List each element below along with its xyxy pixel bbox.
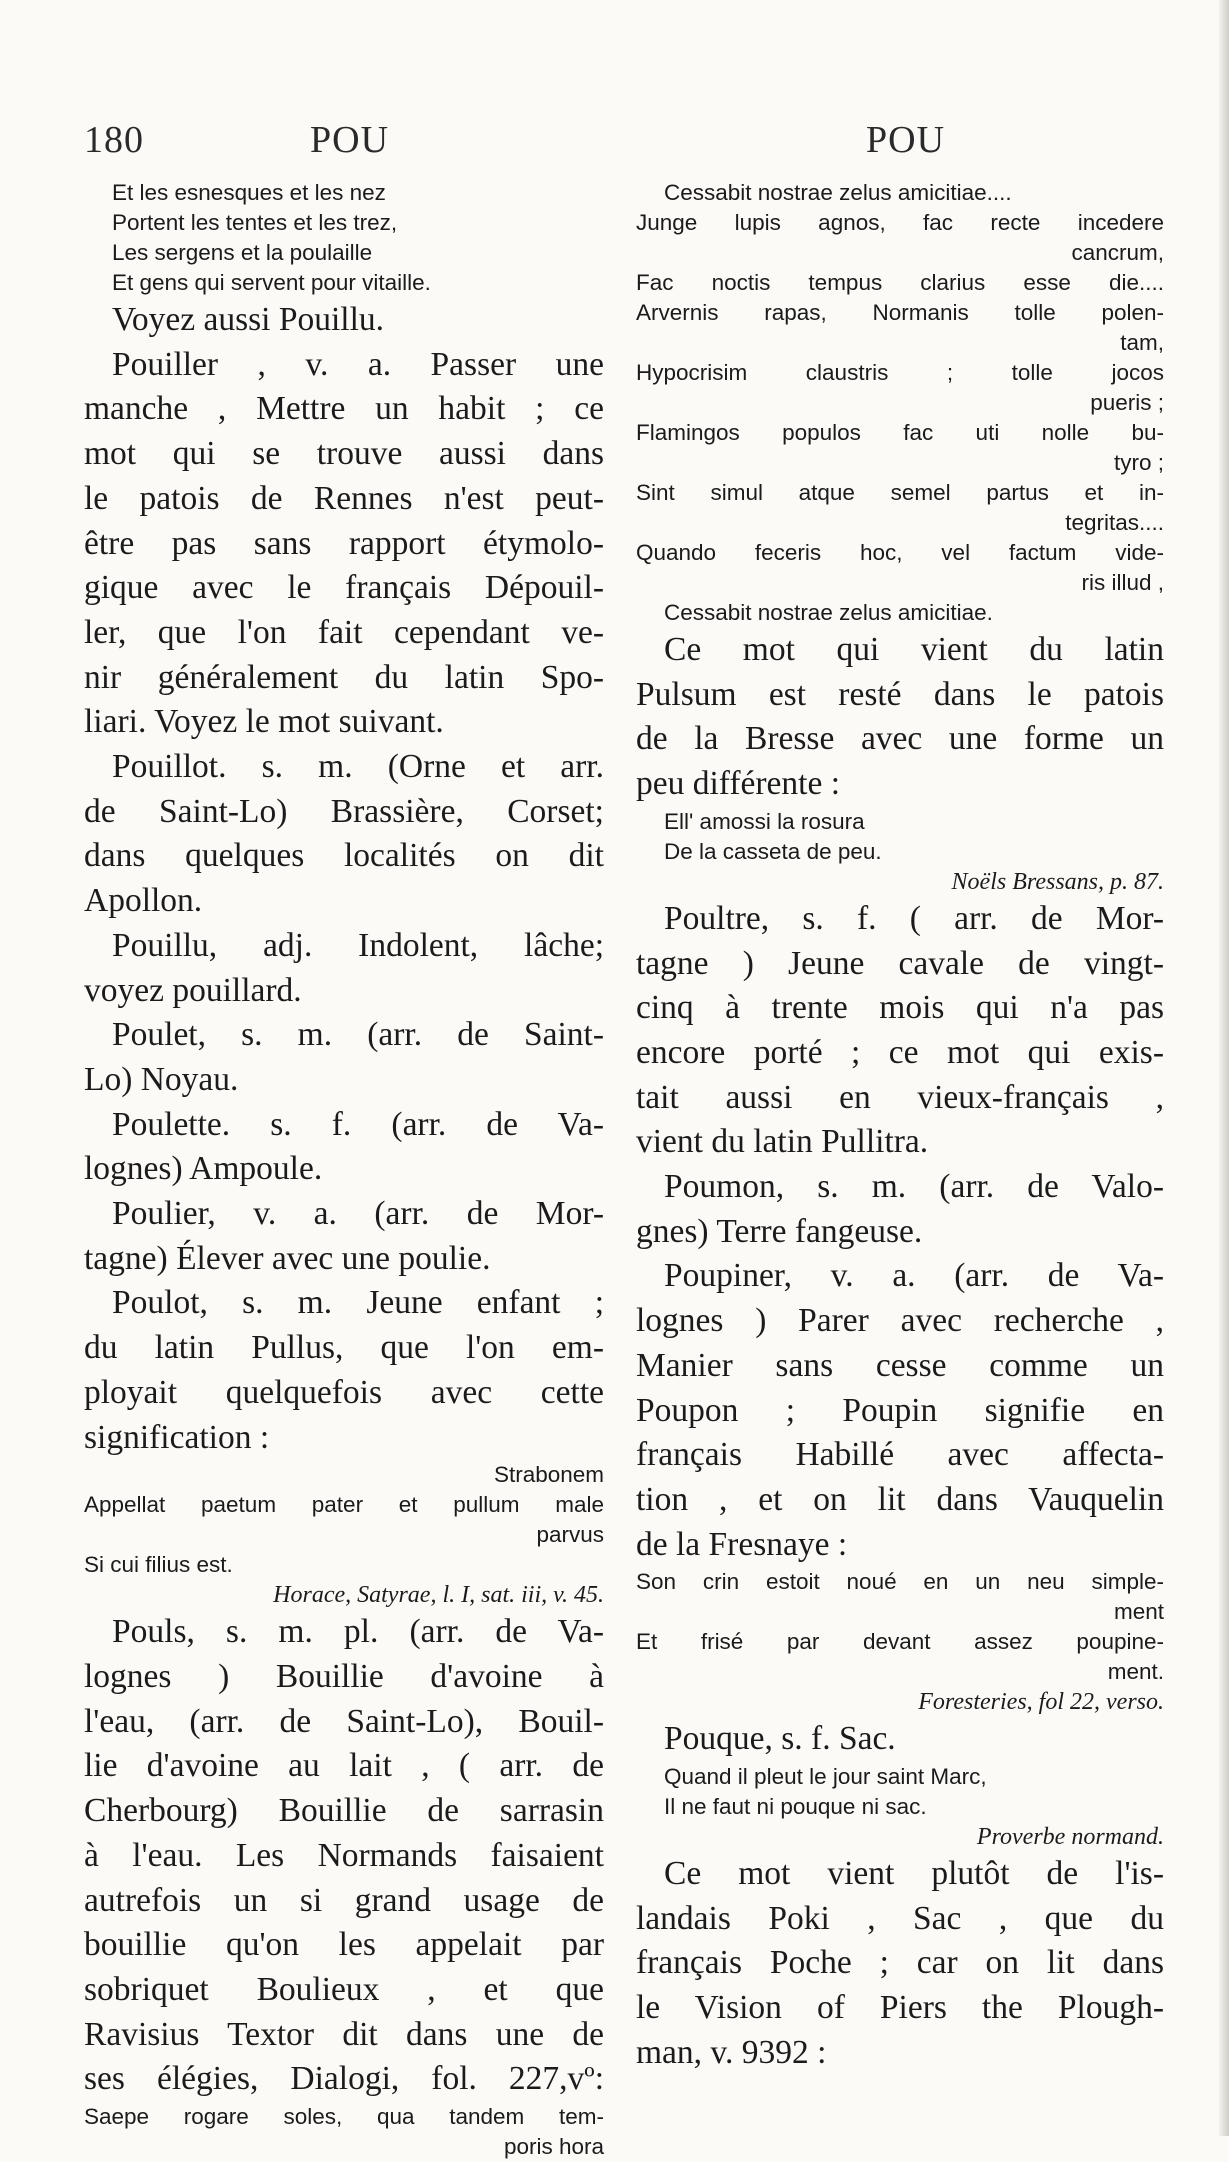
- text-line: mot qui se trouve aussi dans: [84, 435, 604, 473]
- quotation-line: Appellat paetum pater et pullum male: [84, 1492, 604, 1518]
- text-line: voyez pouillard.: [84, 971, 302, 1009]
- quotation-line: Junge lupis agnos, fac recte incedere: [636, 210, 1164, 235]
- quotation-line: tyro ;: [1113, 450, 1164, 475]
- text-line: Pouillu, adj. Indolent, lâche;: [112, 926, 604, 964]
- text-line: manche , Mettre un habit ; ce: [84, 390, 604, 428]
- quotation-line: Il ne faut ni pouque ni sac.: [664, 1794, 927, 1820]
- quotation-line: Son crin estoit noué en un neu simple-: [636, 1569, 1164, 1595]
- text-line: Poulier, v. a. (arr. de Mor-: [112, 1195, 604, 1233]
- text-line: lognes ) Parer avec recherche ,: [636, 1302, 1164, 1340]
- text-line: tion , et on lit dans Vauquelin: [636, 1480, 1164, 1518]
- text-line: autrefois un si grand usage de: [84, 1881, 604, 1919]
- quotation-line: ment.: [1107, 1659, 1164, 1685]
- text-line: de la Fresnaye :: [636, 1525, 848, 1563]
- text-line: Ce mot vient plutôt de l'is-: [664, 1855, 1164, 1893]
- quotation-line: Quand il pleut le jour saint Marc,: [664, 1764, 987, 1790]
- quotation-line: cancrum,: [1071, 240, 1164, 265]
- quotation-line: Flamingos populos fac uti nolle bu-: [636, 420, 1164, 445]
- quotation-line: parvus: [536, 1522, 604, 1548]
- text-line: l'eau, (arr. de Saint-Lo), Bouil-: [84, 1702, 604, 1740]
- text-line: Manier sans cesse comme un: [636, 1346, 1164, 1384]
- text-line: Pouque, s. f. Sac.: [664, 1720, 896, 1758]
- quotation-line: Quando feceris hoc, vel factum vide-: [636, 540, 1164, 565]
- text-line: ses élégies, Dialogi, fol. 227,vº:: [84, 2060, 604, 2098]
- text-line: Poupon ; Poupin signifie en: [636, 1391, 1164, 1429]
- quotation-line: pueris ;: [1090, 390, 1164, 415]
- text-line: être pas sans rapport étymolo-: [84, 524, 604, 562]
- quotation-line: tegritas....: [1065, 510, 1164, 535]
- text-line: landais Poki , Sac , que du: [636, 1899, 1164, 1937]
- text-line: lognes) Ampoule.: [84, 1150, 323, 1188]
- left-column: [84, 178, 604, 2162]
- text-line: français Poche ; car on lit dans: [636, 1944, 1164, 1982]
- text-line: sobriquet Boulieux , et que: [84, 1970, 604, 2008]
- quotation-line: Proverbe normand.: [976, 1824, 1164, 1851]
- right-column: [636, 178, 1164, 2076]
- text-line: Apollon.: [84, 882, 203, 920]
- text-line: Pulsum est resté dans le patois: [636, 675, 1164, 713]
- quotation-line: Sint simul atque semel partus et in-: [636, 480, 1164, 505]
- quotation-line: Strabonem: [493, 1462, 604, 1488]
- quotation-line: Et gens qui servent pour vitaille.: [112, 270, 431, 295]
- quotation-line: Fac noctis tempus clarius esse die....: [636, 270, 1164, 295]
- quotation-line: De la casseta de peu.: [664, 838, 882, 864]
- quotation-line: ment: [1113, 1599, 1164, 1625]
- text-line: le patois de Rennes n'est peut-: [84, 479, 604, 517]
- text-line: Cherbourg) Bouillie de sarrasin: [84, 1792, 604, 1830]
- text-line: lie d'avoine au lait , ( arr. de: [84, 1747, 604, 1785]
- page-edge: [1219, 0, 1229, 2136]
- quotation-line: Les sergens et la poulaille: [112, 240, 373, 265]
- text-line: Pouillot. s. m. (Orne et arr.: [112, 748, 604, 786]
- quotation-line: Arvernis rapas, Normanis tolle polen-: [636, 300, 1164, 325]
- text-line: de la Bresse avec une forme un: [636, 720, 1164, 758]
- text-line: gnes) Terre fangeuse.: [636, 1212, 923, 1250]
- text-line: Ravisius Textor dit dans une de: [84, 2015, 604, 2053]
- quotation-line: Et les esnesques et les nez: [112, 180, 386, 205]
- text-line: Poumon, s. m. (arr. de Valo-: [664, 1168, 1164, 1206]
- text-line: Poupiner, v. a. (arr. de Va-: [664, 1257, 1164, 1295]
- running-head-left: POU: [310, 119, 390, 161]
- text-line: signification :: [84, 1418, 270, 1456]
- text-line: Poultre, s. f. ( arr. de Mor-: [664, 899, 1164, 937]
- quotation-line: Si cui filius est.: [84, 1552, 233, 1578]
- quotation-line: Cessabit nostrae zelus amicitiae.: [664, 600, 993, 625]
- quotation-line: Hypocrisim claustris ; tolle jocos: [636, 360, 1164, 385]
- quotation-line: Ell' amossi la rosura: [664, 808, 865, 834]
- text-line: tagne) Élever avec une poulie.: [84, 1239, 491, 1277]
- text-line: du latin Pullus, que l'on em-: [84, 1329, 604, 1367]
- text-line: Pouiller , v. a. Passer une: [112, 345, 604, 383]
- text-line: lognes ) Bouillie d'avoine à: [84, 1657, 604, 1695]
- text-line: dans quelques localités on dit: [84, 837, 604, 875]
- text-line: liari. Voyez le mot suivant.: [84, 703, 444, 741]
- text-line: Ce mot qui vient du latin: [664, 631, 1164, 668]
- text-line: Poulette. s. f. (arr. de Va-: [112, 1105, 604, 1143]
- quotation-line: Portent les tentes et les trez,: [112, 210, 398, 235]
- text-line: gique avec le français Dépouil-: [84, 569, 604, 607]
- text-line: à l'eau. Les Normands faisaient: [84, 1836, 604, 1874]
- page-number: 180: [84, 119, 144, 161]
- text-line: tait aussi en vieux-français ,: [636, 1078, 1164, 1116]
- quotation-line: Cessabit nostrae zelus amicitiae....: [664, 180, 1012, 205]
- quotation-line: Et frisé par devant assez poupine-: [636, 1629, 1164, 1655]
- text-line: peu différente :: [636, 765, 841, 803]
- quotation-line: Saepe rogare soles, qua tandem tem-: [84, 2104, 604, 2130]
- text-line: de Saint-Lo) Brassière, Corset;: [84, 792, 604, 830]
- quotation-line: Horace, Satyrae, l. I, sat. iii, v. 45.: [273, 1582, 604, 1609]
- quotation-line: poris hora: [503, 2134, 604, 2160]
- text-line: tagne ) Jeune cavale de vingt-: [636, 944, 1164, 982]
- text-line: encore porté ; ce mot qui exis-: [636, 1033, 1164, 1071]
- text-line: le Vision of Piers the Plough-: [636, 1989, 1164, 2027]
- text-line: bouillie qu'on les appelait par: [84, 1926, 604, 1964]
- quotation-line: Noëls Bressans, p. 87.: [951, 868, 1164, 895]
- text-line: ployait quelquefois avec cette: [84, 1373, 604, 1411]
- text-line: ler, que l'on fait cependant ve-: [84, 613, 604, 651]
- text-line: cinq à trente mois qui n'a pas: [636, 989, 1164, 1027]
- text-line: français Habillé avec affecta-: [636, 1436, 1164, 1474]
- text-line: Lo) Noyau.: [84, 1060, 239, 1098]
- text-line: Poulet, s. m. (arr. de Saint-: [112, 1016, 604, 1054]
- quotation-line: tam,: [1120, 330, 1164, 355]
- text-line: nir généralement du latin Spo-: [84, 658, 604, 696]
- text-line: vient du latin Pullitra.: [636, 1123, 929, 1161]
- quotation-line: Foresteries, fol 22, verso.: [918, 1689, 1164, 1716]
- text-line: Pouls, s. m. pl. (arr. de Va-: [112, 1613, 604, 1651]
- text-line: Voyez aussi Pouillu.: [112, 301, 385, 338]
- quotation-line: ris illud ,: [1081, 570, 1164, 595]
- text-line: Poulot, s. m. Jeune enfant ;: [112, 1284, 604, 1322]
- text-line: man, v. 9392 :: [636, 2033, 827, 2071]
- running-head-right: POU: [866, 119, 946, 161]
